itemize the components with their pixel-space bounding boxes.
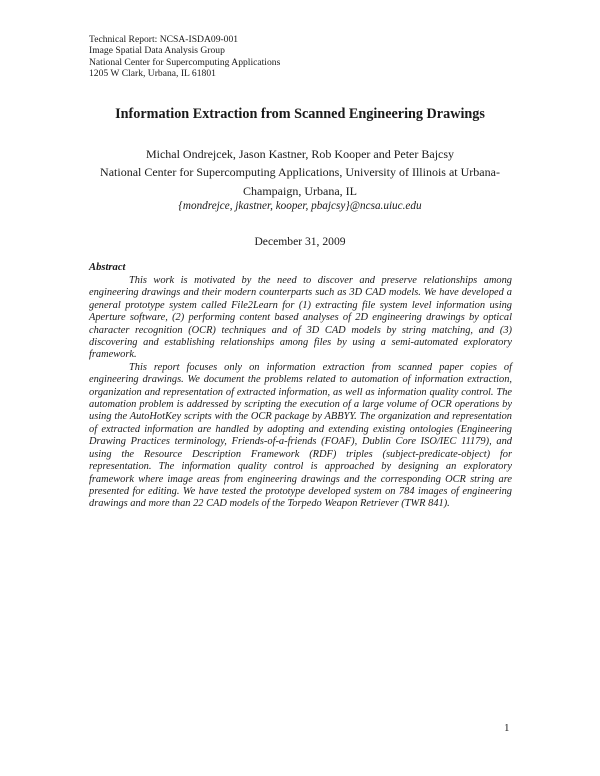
center-name: National Center for Supercomputing Applications (89, 56, 281, 68)
abstract-paragraph-2: This report focuses only on information extraction from scanned paper copies of engineering drawings. We document the problems related to automation of information extraction, organization and representation of extracted information, as well as information quality control. The automation problem is addressed by scripting the execution of a large volume of OCR operations by using the AutoHotKey scripts with the OCR package by ABBYY. The organization and representation of extracted information are handled by adopting and extending existing ontologies (Engineering Drawing Practices terminology, Friends-of-a-friends (FOAF), Dublin Core ISO/IEC 11179), and using the Resource Description Framework (RDF) triples (subject-predicate-object) for representation. The information quality control is approached by designing an exploratory framework where image areas from engineering drawings and the corresponding OCR string are presented for editing. We have tested the prototype developed system on 784 images of engineering drawings and more than 22 CAD models of the Torpedo Weapon Retriever (TWR 841). (89, 361, 512, 510)
page-number: 1 (504, 722, 510, 734)
group-name: Image Spatial Data Analysis Group (89, 45, 225, 57)
report-id: Technical Report: NCSA-ISDA09-001 (89, 34, 239, 45)
abstract-paragraph-1: This work is motivated by the need to discover and preserve relationships among engineering drawings and their modern counterparts such as 3D CAD models. We have developed a general prototype system called File2Learn for (1) extracting file system level information using Aperture software, (2) performing content based analyses of 2D engineering drawings by optical character recognition (OCR) techniques and of 3D CAD models by string matching, and (3) discovering and establishing relationships among files by using a semi-automated exploratory framework. (89, 275, 512, 361)
affiliation: National Center for Supercomputing Applications, University of Illinois at Urbana-Champaign, Urbana, IL (100, 165, 500, 198)
paper-title: Information Extraction from Scanned Engineering Drawings (115, 106, 485, 122)
publication-date: December 31, 2009 (254, 235, 346, 248)
author-emails: {mondrejce, jkastner, kooper, pbajcsy}@ncsa.uiuc.edu (178, 200, 422, 212)
abstract-body (89, 275, 512, 511)
abstract-heading: Abstract (89, 262, 126, 273)
report-header (89, 34, 280, 80)
address: 1205 W Clark, Urbana, IL 61801 (89, 68, 216, 80)
author-list: Michal Ondrejcek, Jason Kastner, Rob Kooper and Peter Bajcsy (145, 147, 455, 161)
